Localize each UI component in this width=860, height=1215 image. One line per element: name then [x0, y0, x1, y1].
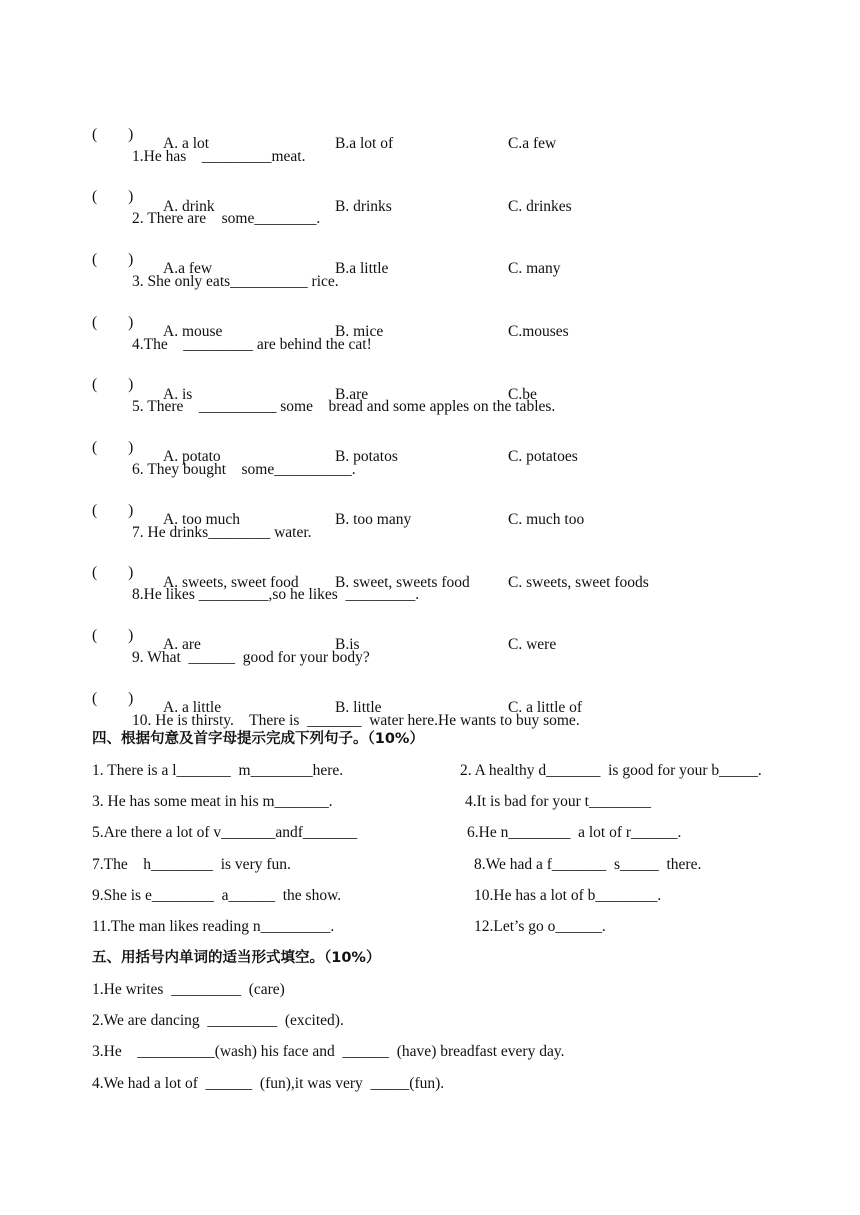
fill-in-line[interactable]: 5.Are there a lot of v_______andf_______ — [92, 824, 358, 841]
answer-bracket[interactable]: ( ) — [92, 439, 134, 456]
option-c: C. drinkes — [508, 198, 572, 215]
answer-bracket[interactable]: ( ) — [92, 564, 134, 581]
question-text: 10. He is thirsty. There is _______ water here.He wants to buy some. — [132, 712, 580, 729]
option-c: C. were — [508, 636, 557, 653]
option-c: C. a little of — [508, 699, 583, 716]
fill-in-line[interactable]: 2. A healthy d_______ is good for your b_____. — [460, 762, 762, 779]
fill-in-line[interactable]: 3.He __________(wash) his face and ______ (have) breadfast every day. — [92, 1043, 565, 1060]
option-c: C. much too — [508, 511, 585, 528]
fill-in-line[interactable]: 4.It is bad for your t________ — [465, 793, 651, 810]
fill-in-line[interactable]: 9.She is e________ a______ the show. — [92, 887, 342, 904]
fill-in-line[interactable]: 1.He writes _________ (care) — [92, 981, 285, 998]
option-b: B.a lot of — [335, 135, 394, 152]
option-c: C. many — [508, 260, 561, 277]
answer-bracket[interactable]: ( ) — [92, 376, 134, 393]
answer-bracket[interactable]: ( ) — [92, 126, 134, 143]
option-b: B. drinks — [335, 198, 392, 215]
option-b: B. mice — [335, 323, 384, 340]
fill-in-line[interactable]: 8.We had a f_______ s_____ there. — [474, 856, 702, 873]
option-a: A. drink — [163, 198, 215, 215]
question-text: 3. She only eats__________ rice. — [132, 273, 339, 290]
option-a: A. a lot — [163, 135, 210, 152]
section-4-title: 四、根据句意及首字母提示完成下列句子。（10%） — [92, 731, 424, 747]
option-c: C. potatoes — [508, 448, 578, 465]
option-a: A. is — [163, 386, 193, 403]
question-text: 9. What ______ good for your body? — [132, 649, 370, 666]
question-text: 5. There __________ some bread and some apples on the tables. — [132, 398, 556, 415]
fill-in-line[interactable]: 7.The h________ is very fun. — [92, 856, 291, 873]
option-b: B.is — [335, 636, 360, 653]
fill-in-line[interactable]: 1. There is a l_______ m________here. — [92, 762, 344, 779]
answer-bracket[interactable]: ( ) — [92, 502, 134, 519]
option-a: A. a little — [163, 699, 222, 716]
section-5-title: 五、用括号内单词的适当形式填空。（10%） — [92, 950, 381, 966]
option-b: B. little — [335, 699, 382, 716]
answer-bracket[interactable]: ( ) — [92, 251, 134, 268]
option-c: C. sweets, sweet foods — [508, 574, 649, 591]
option-a: A. sweets, sweet food — [163, 574, 299, 591]
option-a: A. potato — [163, 448, 221, 465]
fill-in-line[interactable]: 2.We are dancing _________ (excited). — [92, 1012, 344, 1029]
fill-in-line[interactable]: 6.He n________ a lot of r______. — [467, 824, 682, 841]
option-b: B.a little — [335, 260, 389, 277]
fill-in-line[interactable]: 4.We had a lot of ______ (fun),it was very _____(fun). — [92, 1075, 445, 1092]
option-b: B. potatos — [335, 448, 398, 465]
option-c: C.mouses — [508, 323, 569, 340]
answer-bracket[interactable]: ( ) — [92, 627, 134, 644]
question-text: 6. They bought some__________. — [132, 461, 356, 478]
question-text: 2. There are some________. — [132, 210, 321, 227]
answer-bracket[interactable]: ( ) — [92, 314, 134, 331]
answer-bracket[interactable]: ( ) — [92, 188, 134, 205]
fill-in-line[interactable]: 11.The man likes reading n_________. — [92, 918, 335, 935]
option-a: A. are — [163, 636, 201, 653]
answer-bracket[interactable]: ( ) — [92, 690, 134, 707]
option-c: C.a few — [508, 135, 557, 152]
question-text: 1.He has _________meat. — [132, 148, 306, 165]
question-text: 4.The _________ are behind the cat! — [132, 336, 372, 353]
fill-in-line[interactable]: 3. He has some meat in his m_______. — [92, 793, 333, 810]
option-b: B. too many — [335, 511, 412, 528]
option-a: A. too much — [163, 511, 241, 528]
fill-in-line[interactable]: 12.Let’s go o______. — [474, 918, 606, 935]
option-a: A. mouse — [163, 323, 223, 340]
question-text: 7. He drinks________ water. — [132, 524, 312, 541]
option-b: B.are — [335, 386, 369, 403]
question-text: 8.He likes _________,so he likes _________. — [132, 586, 420, 603]
option-a: A.a few — [163, 260, 213, 277]
option-c: C.be — [508, 386, 537, 403]
fill-in-line[interactable]: 10.He has a lot of b________. — [474, 887, 662, 904]
option-b: B. sweet, sweets food — [335, 574, 470, 591]
